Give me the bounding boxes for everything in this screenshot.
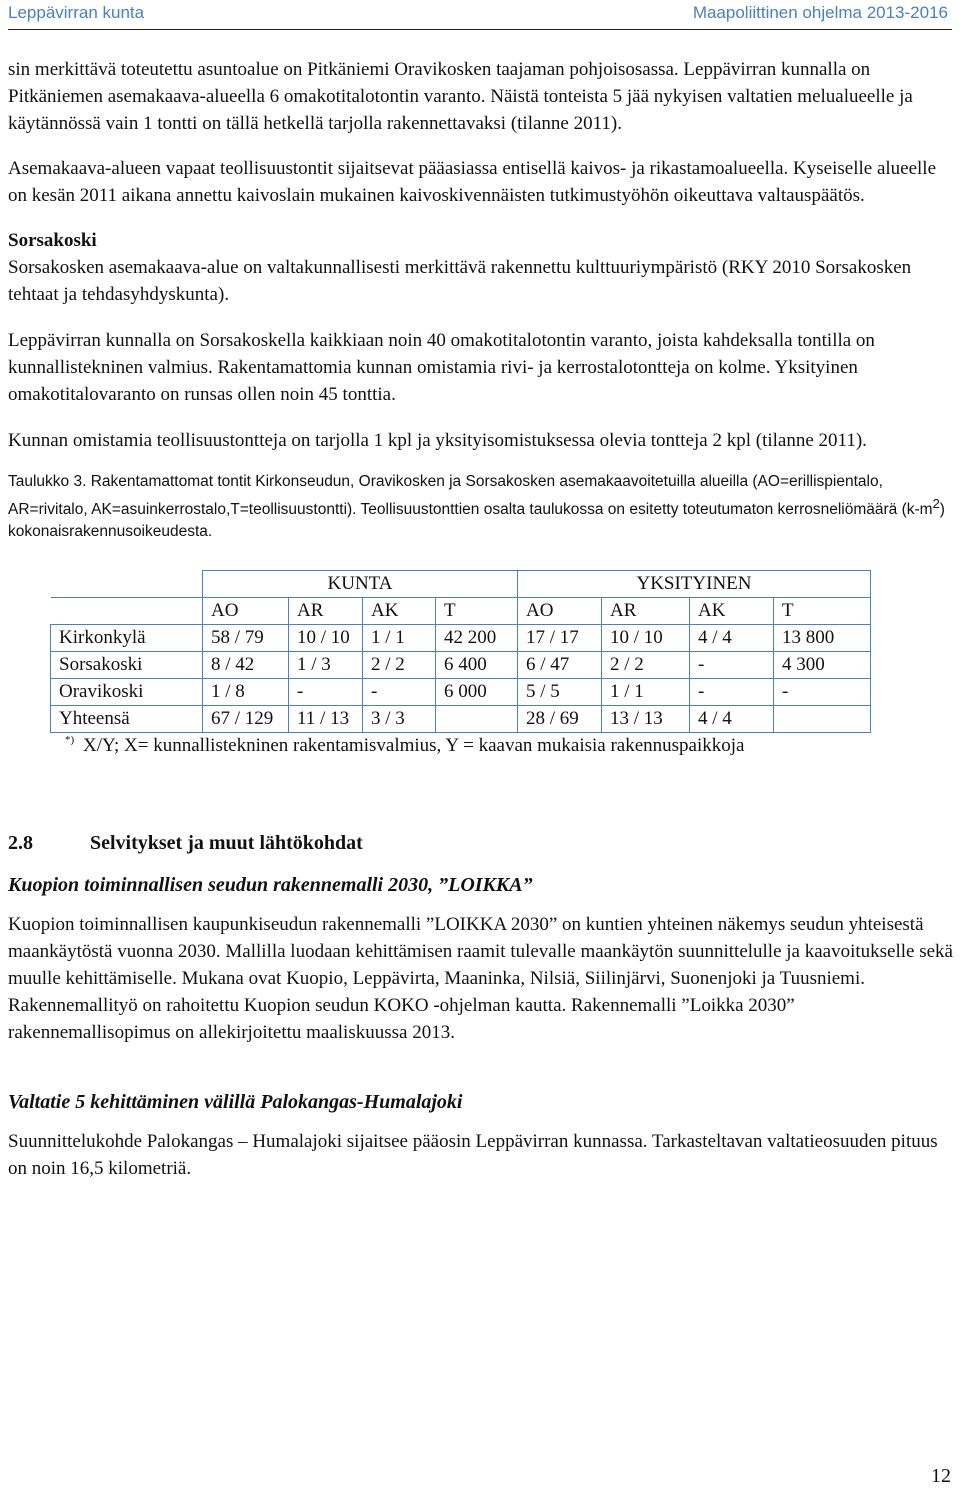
table-cell: 10 / 10 [602, 625, 690, 652]
column-header: AO [203, 598, 289, 625]
header-right: Maapoliittinen ohjelma 2013-2016 [692, 3, 948, 22]
table-cell: 67 / 129 [203, 706, 289, 733]
table-cell [436, 706, 518, 733]
table-cell: 6 400 [436, 652, 518, 679]
table-caption [8, 471, 954, 543]
table-row-total [51, 706, 871, 733]
paragraph-loikka: Kuopion toiminnallisen kaupunkiseudun rakennemalli ”LOIKKA 2030” on kuntien yhteinen näkemys seudun yhteisestä maankäytöstä vuonna 2030. Mallilla luodaan kehittämisen raamit tulevalle maankäytön suunnittelulle ja kaavoitukselle sekä muulle kehittämiselle. Mukana ovat Kuopio, Leppävirta, Maaninka, Nilsiä, Siilinjärvi, Suonenjoki ja Tuusniemi. Rakennemallityö on rahoitettu Kuopion seudun KOKO -ohjelman kautta. Rakennemalli ”Loikka 2030” rakennemallisopimus on allekirjoitettu maaliskuussa 2013. [8, 914, 953, 1044]
table-cell: 3 / 3 [363, 706, 436, 733]
page-header [0, 0, 960, 28]
paragraph-teollisuus: Kunnan omistamia teollisuustontteja on tarjolla 1 kpl ja yksityisomistuksessa olevia tontteja 2 kpl (tilanne 2011). [8, 430, 867, 451]
column-header: AO [518, 598, 602, 625]
footnote-mark: *) [65, 734, 75, 747]
group-header-yksityinen: YKSITYINEN [518, 571, 871, 598]
heading-sorsakoski: Sorsakoski [8, 230, 97, 251]
page-body [8, 56, 954, 1182]
paragraph-varanto: Leppävirran kunnalla on Sorsakoskella kaikkiaan noin 40 omakotitalotontin varanto, joista kahdeksalla tontilla on kunnallistekninen valmius. Rakentamattomia kunnan omistamia rivi- ja kerrostalotontteja on kolme. Yksityinen omakotitalovaranto on runsas ollen noin 45 tonttia. [8, 330, 875, 405]
column-header: AK [363, 598, 436, 625]
plots-table [50, 570, 871, 733]
table-column-header-row [51, 598, 871, 625]
column-header: AK [690, 598, 774, 625]
table-cell: 4 / 4 [690, 625, 774, 652]
footnote-text: X/Y; X= kunnallistekninen rakentamisvalmius, Y = kaavan mukaisia rakennuspaikkoja [83, 735, 745, 757]
page-number: 12 [931, 1465, 951, 1487]
paragraph-teollisuustontit: Asemakaava-alueen vapaat teollisuustontit sijaitsevat pääasiassa entisellä kaivos- ja rikastamoalueella. Kyseiselle alueelle on kesän 2011 aikana annettu kaivoslain mukainen kaivoskivennäisten tutkimustyöhön oikeuttava valtauspäätös. [8, 158, 937, 206]
table-cell: - [363, 679, 436, 706]
column-header: AR [602, 598, 690, 625]
table-cell [774, 706, 871, 733]
table-cell: 42 200 [436, 625, 518, 652]
table-cell: 28 / 69 [518, 706, 602, 733]
caption-text: Taulukko 3. Rakentamattomat tontit Kirkonseudun, Oravikosken ja Sorsakosken asemakaavoitetuilla alueilla (AO=erillispientalo, AR=rivitalo, AK=asuinkerrostalo,T=teollisuustontti). Teollisuustonttien osalta taulukossa on esitetty toteutumaton kerrosneliömäärä (k-m [8, 473, 933, 519]
paragraph-valtatie: Suunnittelukohde Palokangas – Humalajoki sijaitsee pääosin Leppävirran kunnassa. Tarkasteltavan valtatieosuuden pituus on noin 16,5 kilometriä. [8, 1131, 938, 1180]
table-cell: 11 / 13 [289, 706, 363, 733]
table-cell: 1 / 1 [363, 625, 436, 652]
table-cell: - [690, 652, 774, 679]
table-footnote [54, 733, 954, 759]
header-divider [8, 29, 952, 30]
table-group-header-row [51, 571, 871, 598]
caption-text-end: ) kokonaisrakennusoikeudesta. [8, 501, 945, 541]
group-header-kunta: KUNTA [203, 571, 518, 598]
table-cell: 6 / 47 [518, 652, 602, 679]
table-cell: 2 / 2 [363, 652, 436, 679]
table-cell: 58 / 79 [203, 625, 289, 652]
paragraph-pitkaniemi: sin merkittävä toteutettu asuntoalue on Pitkäniemi Oravikosken taajaman pohjoisosassa. Leppävirran kunnalla on Pitkäniemen asemakaava-alueella 6 omakotitalotontin varanto. Näistä tonteista 5 jää nykyisen valtatien melualueelle ja käytännössä vain 1 tontti on tällä hetkellä tarjolla rakennettavaksi (tilanne 2011). [8, 59, 913, 134]
table-cell: 13 800 [774, 625, 871, 652]
table-cell: 1 / 1 [602, 679, 690, 706]
column-header: AR [289, 598, 363, 625]
subheading-valtatie: Valtatie 5 kehittäminen välillä Palokangas-Humalajoki [8, 1091, 463, 1114]
table-cell: - [774, 679, 871, 706]
row-label: Sorsakoski [51, 652, 203, 679]
table-cell: 1 / 3 [289, 652, 363, 679]
column-header: T [774, 598, 871, 625]
table-cell: 6 000 [436, 679, 518, 706]
caption-superscript: 2 [932, 496, 940, 511]
table-cell: 1 / 8 [203, 679, 289, 706]
table-cell: 13 / 13 [602, 706, 690, 733]
row-label: Oravikoski [51, 679, 203, 706]
column-header: T [436, 598, 518, 625]
table-corner-cell [51, 598, 203, 625]
paragraph-rky: Sorsakosken asemakaava-alue on valtakunnallisesti merkittävä rakennettu kulttuuriympäristö (RKY 2010 Sorsakosken tehtaat ja tehdasyhdyskunta). [8, 257, 912, 305]
table-cell: 5 / 5 [518, 679, 602, 706]
table-cell: 4 300 [774, 652, 871, 679]
section-heading [8, 829, 954, 857]
table-row [51, 625, 871, 652]
row-label: Kirkonkylä [51, 625, 203, 652]
table-cell: - [690, 679, 774, 706]
row-label: Yhteensä [51, 706, 203, 733]
table-cell: 2 / 2 [602, 652, 690, 679]
table-cell: 8 / 42 [203, 652, 289, 679]
subheading-loikka: Kuopion toiminnallisen seudun rakennemalli 2030, ”LOIKKA” [8, 874, 533, 897]
table-row [51, 652, 871, 679]
table-corner-cell [51, 571, 203, 598]
table-cell: 17 / 17 [518, 625, 602, 652]
section-number: 2.8 [8, 832, 33, 855]
table-cell: 4 / 4 [690, 706, 774, 733]
table-cell: 10 / 10 [289, 625, 363, 652]
header-left: Leppävirran kunta [8, 3, 145, 22]
table-cell: - [289, 679, 363, 706]
table-row [51, 679, 871, 706]
section-title: Selvitykset ja muut lähtökohdat [90, 832, 363, 855]
